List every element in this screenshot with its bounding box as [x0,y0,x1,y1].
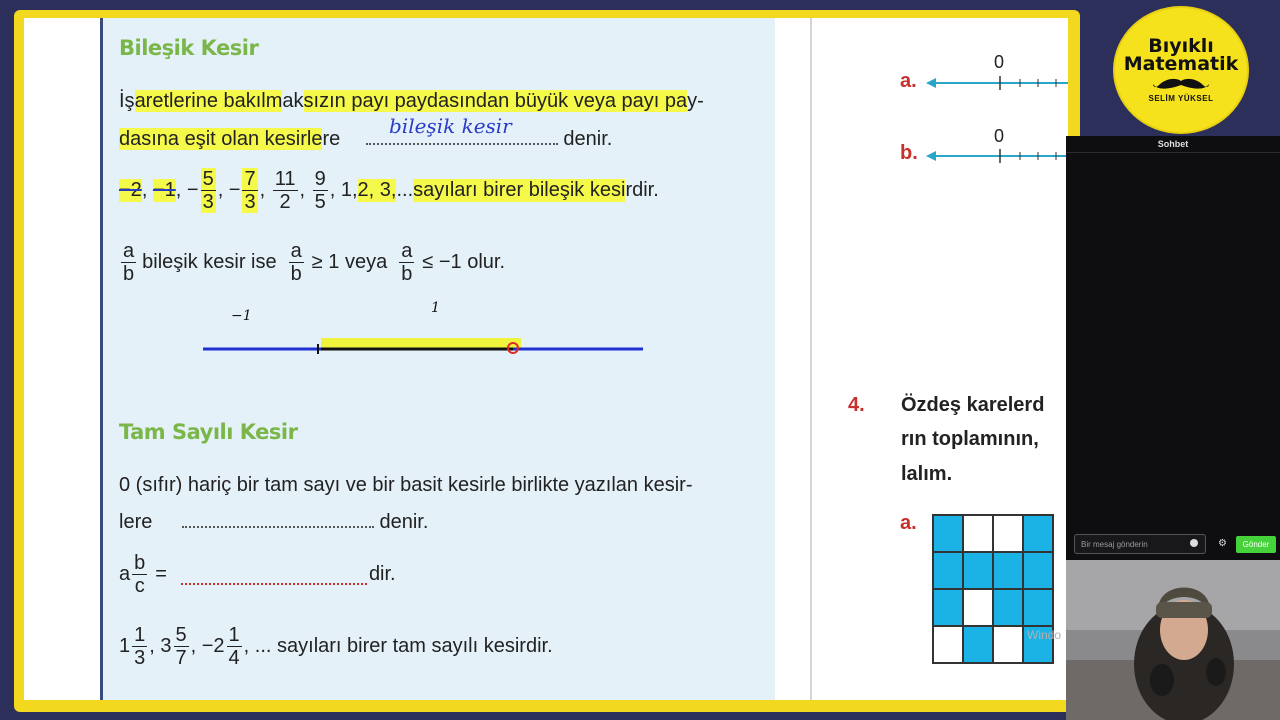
text-span: 1 [119,635,131,657]
logo-line-2: Matematik [1123,53,1239,75]
text-span: bileşik kesir ise [142,251,277,273]
highlighted-text: 2, 3, [357,179,397,201]
arrow-head [926,78,936,88]
numerator: 1 [228,624,240,646]
mixed-examples-row [119,624,553,669]
label-minus-one: −1 [231,308,252,324]
grid-cell [933,626,963,663]
streamer-webcam-image [1066,560,1280,720]
heading-tam-sayili-kesir: Tam Sayılı Kesir [119,420,298,444]
text-span: ... [396,179,414,201]
denominator: b [290,263,302,285]
highlighted-text: aretlerine bakılm [134,90,283,112]
answer-blank [182,508,374,528]
question-4-number: 4. [848,394,865,416]
mustache-icon [1153,77,1209,91]
numerator: 5 [202,168,214,190]
question-b-label: b. [900,142,918,164]
question-4-line-2: rın toplamının, [901,428,1039,450]
question-4-line-1: Özdeş karelerd [901,394,1045,416]
chat-panel [1066,136,1280,560]
fraction-b-over-c [132,552,147,597]
text-span: = [155,563,167,585]
gear-icon[interactable]: ⚙ [1218,538,1227,549]
highlighted-text: veya payı pa [568,90,688,112]
zero-label: 0 [994,126,1005,146]
numerator: b [134,552,146,574]
fraction-a-over-b [399,240,414,285]
grid-cell [993,589,1023,626]
text-span: , [259,179,271,201]
chat-header: Sohbet [1066,136,1280,153]
text-span: , [299,179,311,201]
numerator: 7 [244,168,256,190]
zero-label: 0 [994,52,1005,72]
fraction-a-over-b [121,240,136,285]
highlighted-text: sayıları birer bileşik kesi [413,179,626,201]
examples-row [119,168,659,213]
denominator: 5 [314,191,326,213]
fraction [132,624,147,669]
text-span: y- [687,90,704,112]
text-span: , ... sayıları birer tam sayılı kesirdir. [243,635,553,657]
logo-subtitle: SELİM YÜKSEL [1148,94,1214,103]
number-line-b-ticks [926,149,1066,163]
answer-blank [181,565,367,585]
text-span: − [186,179,199,201]
question-4a-label: a. [900,512,917,534]
grid-cell [963,515,993,552]
highlighted-text: dasına eşit olan kesirle [119,128,323,150]
fraction-a-over-b [289,240,304,285]
mixed-definition-row [119,552,396,597]
numerator: 5 [175,624,187,646]
text-span: ≥ 1 veya [311,251,388,273]
highlighted-text: sızın payı paydasından büyük [303,90,569,112]
grid-cell [993,552,1023,589]
denominator: 4 [228,647,240,669]
number-line-a-ticks [926,76,1066,90]
denominator: b [401,263,413,285]
grid-cell [933,589,963,626]
text-span: dir. [368,563,396,585]
fraction [313,168,328,213]
webcam-feed [1066,560,1280,720]
text-span: , [175,179,187,201]
numerator: a [123,240,135,262]
fraction [227,624,242,669]
question-4-line-3: lalım. [901,463,953,485]
handwritten-answer: bileşik kesir [389,114,512,138]
example-crossed: −1 [152,179,176,201]
text-span: denir. [563,128,613,150]
grid-cell [933,552,963,589]
paragraph-line-1 [119,90,704,113]
denominator: b [123,263,135,285]
arrow-head [926,151,936,161]
rule-row [119,240,505,285]
denominator: 3 [202,191,214,213]
grid-cell [933,515,963,552]
denominator: 3 [244,191,256,213]
question-a-label: a. [900,70,917,92]
paragraph2-line-1: 0 (sıfır) hariç bir tam sayı ve bir basit kesirle birlikte yazılan kesir- [119,474,693,496]
grid-cell [1023,552,1053,589]
fraction [242,168,257,213]
channel-logo [1115,8,1247,132]
page-divider [810,18,812,700]
text-span: İş [119,90,135,112]
grid-cell [993,626,1023,663]
send-button[interactable]: Gönder [1236,536,1276,553]
fraction [174,624,189,669]
text-span: , −2 [190,635,225,657]
text-span: , − [217,179,241,201]
paragraph2-line-2 [119,508,428,534]
emoji-icon[interactable] [1190,539,1198,547]
grid-cell [993,515,1023,552]
grid-cell [963,552,993,589]
grid-cell [963,626,993,663]
handwritten-number-line [203,330,653,356]
text-span: re [322,128,341,150]
denominator: c [134,575,145,597]
label-one: 1 [431,300,440,316]
text-span: denir. [379,511,429,533]
fraction [201,168,216,213]
text-span: , [141,179,153,201]
text-span: rdir. [625,179,659,201]
chat-message-input[interactable]: Bir mesaj gönderin [1074,534,1206,554]
numerator: a [290,240,302,262]
denominator: 3 [134,647,146,669]
text-span: lere [119,511,153,533]
numerator: 9 [314,168,326,190]
text-span: , 1, [329,179,358,201]
text-span: ≤ −1 olur. [422,251,506,273]
textbook-left-page [100,18,775,700]
grid-cell [1023,589,1053,626]
whiteboard [24,18,1068,700]
numerator: 1 [134,624,146,646]
grid-cell [963,589,993,626]
numerator: a [401,240,413,262]
grid-cell [1023,515,1053,552]
text-span: ak [282,90,304,112]
denominator: 7 [175,647,187,669]
denominator: 2 [279,191,291,213]
text-span: a [119,563,131,585]
logo-line-1: Bıyıklı [1148,35,1214,57]
fraction [273,168,298,213]
example-crossed: −2 [119,179,142,201]
paragraph-line-2 [119,125,612,151]
heading-bilesik-kesir: Bileşik Kesir [119,36,259,60]
numerator: 11 [274,168,296,190]
text-span: , 3 [149,635,172,657]
windows-watermark: Windo [1027,628,1062,642]
